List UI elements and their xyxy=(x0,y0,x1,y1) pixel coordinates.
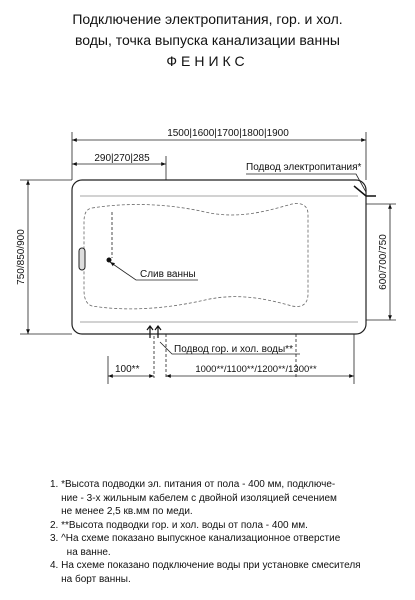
note-line: 2. **Высота подводки гор. и хол. воды от пола - 400 мм. xyxy=(50,519,308,531)
note-line: на борт ванны. xyxy=(50,573,131,585)
width-left-dimension xyxy=(20,180,72,334)
left-offset-label: 100** xyxy=(115,364,140,375)
title-line-2: воды, точка выпуска канализации ванны xyxy=(74,32,340,48)
bathtub-rim-line xyxy=(80,196,358,322)
title-line-3: ФЕНИКС xyxy=(166,53,249,69)
note-line: не менее 2,5 кв.мм по меди. xyxy=(50,506,193,517)
length-label: 1500|1600|1700|1800|1900 xyxy=(167,128,289,139)
bathtub-outline xyxy=(72,180,366,334)
note-line: на ванне. xyxy=(50,546,111,558)
bottom-offset-dimension xyxy=(166,334,354,384)
head-offset-label: 290|270|285 xyxy=(94,153,150,164)
water-label: Подвод гор. и хол. воды** xyxy=(174,344,293,355)
note-line: 3. ^На схеме показано выпускное канализационное отверстие xyxy=(50,533,341,544)
bottom-offset-label: 1000**/1100**/1200**/1300** xyxy=(195,364,317,375)
notes xyxy=(50,478,410,586)
note-line: 4. На схеме показано подключение воды при установке смесителя xyxy=(50,560,361,571)
power-label: Подвод электропитания* xyxy=(246,162,362,173)
width-right-label: 600/700/750 xyxy=(378,234,389,290)
drain-hole xyxy=(107,258,112,263)
note-line: 1. *Высота подводки эл. питания от пола - 400 мм, подключе- xyxy=(50,479,336,490)
head-offset-dimension xyxy=(72,156,166,258)
drain-label: Слив ванны xyxy=(140,269,196,280)
note-line: ние - 3-х жильным кабелем с двойной изоляцией сечением xyxy=(50,492,337,504)
title-line-1: Подключение электропитания, гор. и хол. xyxy=(72,11,343,27)
overflow-fitting xyxy=(79,248,85,270)
bathtub-inner-basin xyxy=(84,203,308,308)
width-left-label: 750/850/900 xyxy=(16,229,27,285)
power-leader xyxy=(246,174,366,192)
